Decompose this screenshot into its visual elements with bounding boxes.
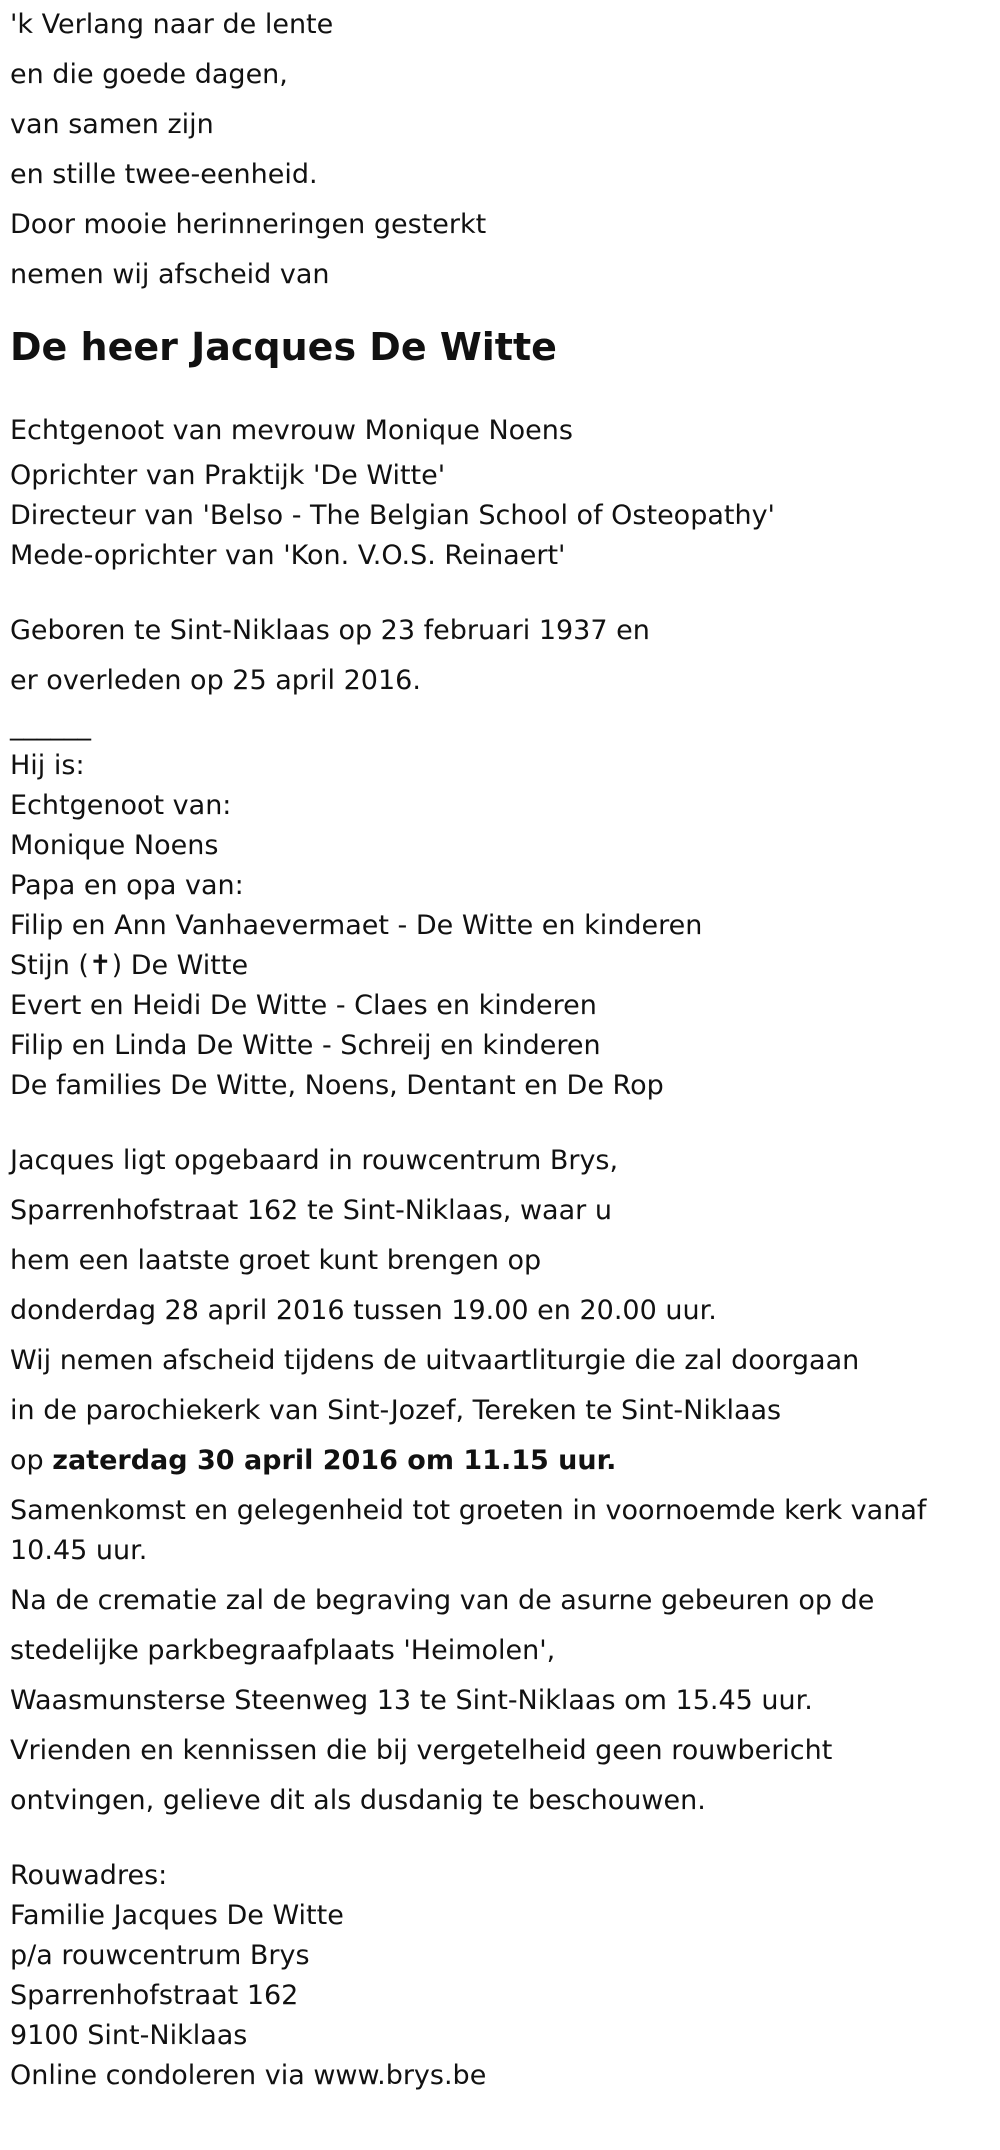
poem (10, 0, 990, 300)
online-condolence-line: Online condoleren via www.brys.be (10, 2060, 487, 2091)
family-line: Echtgenoot van: (10, 790, 232, 821)
ceremony-line: Na de crematie zal de begraving van de asurne gebeuren op de (10, 1585, 875, 1616)
family-list (10, 746, 990, 1106)
ceremony-line: ontvingen, gelieve dit als dusdanig te beschouwen. (10, 1785, 706, 1816)
family-line: Monique Noens (10, 830, 219, 861)
date-prefix: op (10, 1445, 53, 1476)
poem-line: en die goede dagen, (10, 59, 288, 90)
family-line: Evert en Heidi De Witte - Claes en kinderen (10, 990, 597, 1021)
ceremony-line: in de parochiekerk van Sint-Jozef, Tereken te Sint-Niklaas (10, 1395, 782, 1426)
poem-line: nemen wij afscheid van (10, 259, 330, 290)
role-line: Oprichter van Praktijk 'De Witte' (10, 460, 446, 491)
address-line: 9100 Sint-Niklaas (10, 2020, 248, 2051)
role-line: Mede-oprichter van 'Kon. V.O.S. Reinaert' (10, 540, 566, 571)
roles (10, 406, 990, 576)
ceremony-line: donderdag 28 april 2016 tussen 19.00 en 20.00 uur. (10, 1295, 717, 1326)
death-line: er overleden op 25 april 2016. (10, 665, 421, 696)
ceremony-line: Waasmunsterse Steenweg 13 te Sint-Niklaas om 15.45 uur. (10, 1685, 813, 1716)
family-line: Hij is: (10, 750, 85, 781)
poem-line: en stille twee-eenheid. (10, 159, 318, 190)
ceremony-date: zaterdag 30 april 2016 om 11.15 uur. (52, 1445, 617, 1476)
ceremony-date-line (10, 1436, 990, 1486)
death-notice (10, 0, 990, 2096)
poem-line: Door mooie herinneringen gesterkt (10, 209, 487, 240)
family-line: De families De Witte, Noens, Dentant en De Rop (10, 1070, 664, 1101)
ceremony-line: Sparrenhofstraat 162 te Sint-Niklaas, waar u (10, 1195, 612, 1226)
poem-line: van samen zijn (10, 109, 214, 140)
family-line: Filip en Ann Vanhaevermaet - De Witte en kinderen (10, 910, 703, 941)
family-line: Stijn (✝) De Witte (10, 950, 249, 981)
divider: ______ (10, 710, 91, 741)
birth-line: Geboren te Sint-Niklaas op 23 februari 1937 en (10, 615, 650, 646)
ceremony-line: Vrienden en kennissen die bij vergetelheid geen rouwbericht (10, 1735, 833, 1766)
birth-death (10, 606, 990, 706)
role-line: Echtgenoot van mevrouw Monique Noens (10, 415, 573, 446)
address-line: p/a rouwcentrum Brys (10, 1940, 310, 1971)
address-line: Rouwadres: (10, 1860, 168, 1891)
poem-line: 'k Verlang naar de lente (10, 9, 334, 40)
ceremony-line: Wij nemen afscheid tijdens de uitvaartliturgie die zal doorgaan (10, 1345, 860, 1376)
ceremony-line: hem een laatste groet kunt brengen op (10, 1245, 542, 1276)
family-line: Papa en opa van: (10, 870, 244, 901)
ceremony-line: Jacques ligt opgebaard in rouwcentrum Brys, (10, 1145, 619, 1176)
ceremony-info (10, 1136, 990, 1826)
address-line: Sparrenhofstraat 162 (10, 1980, 299, 2011)
ceremony-line: stedelijke parkbegraafplaats 'Heimolen', (10, 1635, 556, 1666)
deceased-name: De heer Jacques De Witte (10, 325, 557, 369)
address-line: Familie Jacques De Witte (10, 1900, 344, 1931)
gathering-line: Samenkomst en gelegenheid tot groeten in voornoemde kerk vanaf 10.45 uur. (10, 1495, 927, 1566)
role-line: Directeur van 'Belso - The Belgian School of Osteopathy' (10, 500, 775, 531)
family-line: Filip en Linda De Witte - Schreij en kinderen (10, 1030, 601, 1061)
condolence-address (10, 1856, 990, 2096)
